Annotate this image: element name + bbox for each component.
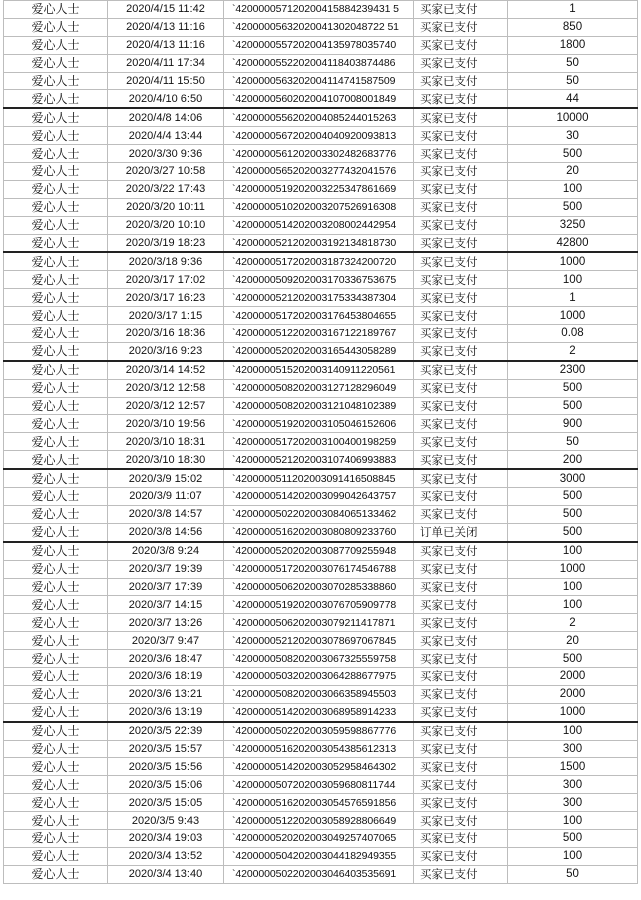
table-row — [4, 234, 638, 252]
order-status-cell: 买家已支付 — [414, 650, 508, 668]
payment-time-cell: 2020/4/13 11:16 — [108, 18, 224, 36]
table-row — [4, 560, 638, 578]
table-row — [4, 127, 638, 145]
order-number-cell: `4200000520202003165443058289 — [224, 342, 414, 360]
order-status-cell: 买家已支付 — [414, 307, 508, 325]
payment-time-cell: 2020/3/12 12:58 — [108, 379, 224, 397]
order-status-cell: 买家已支付 — [414, 163, 508, 181]
table-row — [4, 776, 638, 794]
order-status-cell: 买家已支付 — [414, 667, 508, 685]
table-row — [4, 1, 638, 19]
order-status-cell: 买家已支付 — [414, 542, 508, 560]
payment-time-cell: 2020/3/22 17:43 — [108, 180, 224, 198]
order-status-cell: 买家已支付 — [414, 722, 508, 740]
order-number-cell: `4200000515202003140911220561 — [224, 361, 414, 379]
payment-time-cell: 2020/3/30 9:36 — [108, 145, 224, 163]
payment-time-cell: 2020/3/6 13:21 — [108, 685, 224, 703]
donor-name-cell: 爱心人士 — [4, 379, 108, 397]
table-row — [4, 685, 638, 703]
order-status-cell: 买家已支付 — [414, 289, 508, 307]
table-row — [4, 72, 638, 90]
order-status-cell: 买家已支付 — [414, 758, 508, 776]
donor-name-cell: 爱心人士 — [4, 361, 108, 379]
payment-time-cell: 2020/4/11 15:50 — [108, 72, 224, 90]
table-row — [4, 865, 638, 883]
table-row — [4, 469, 638, 487]
order-status-cell: 买家已支付 — [414, 415, 508, 433]
amount-cell: 100 — [508, 542, 638, 560]
order-status-cell: 买家已支付 — [414, 252, 508, 270]
donor-name-cell: 爱心人士 — [4, 632, 108, 650]
order-status-cell: 买家已支付 — [414, 560, 508, 578]
order-number-cell: `4200000509202003170336753675 — [224, 271, 414, 289]
amount-cell: 2 — [508, 342, 638, 360]
order-number-cell: `4200000563202004114741587509 — [224, 72, 414, 90]
amount-cell: 500 — [508, 523, 638, 541]
order-status-cell: 买家已支付 — [414, 379, 508, 397]
donor-name-cell: 爱心人士 — [4, 271, 108, 289]
table-row — [4, 289, 638, 307]
table-row — [4, 180, 638, 198]
donor-name-cell: 爱心人士 — [4, 578, 108, 596]
order-number-cell: `4200000521202003107406993883 — [224, 451, 414, 469]
amount-cell: 500 — [508, 397, 638, 415]
donor-name-cell: 爱心人士 — [4, 847, 108, 865]
payment-time-cell: 2020/3/4 13:40 — [108, 865, 224, 883]
amount-cell: 300 — [508, 740, 638, 758]
payment-time-cell: 2020/3/7 14:15 — [108, 596, 224, 614]
donor-name-cell: 爱心人士 — [4, 415, 108, 433]
amount-cell: 100 — [508, 847, 638, 865]
payment-time-cell: 2020/3/12 12:57 — [108, 397, 224, 415]
donor-name-cell: 爱心人士 — [4, 234, 108, 252]
payment-time-cell: 2020/4/13 11:16 — [108, 36, 224, 54]
table-row — [4, 198, 638, 216]
amount-cell: 42800 — [508, 234, 638, 252]
table-row — [4, 271, 638, 289]
amount-cell: 100 — [508, 812, 638, 830]
amount-cell: 50 — [508, 54, 638, 72]
order-number-cell: `4200000514202003099042643757 — [224, 488, 414, 506]
payment-time-cell: 2020/3/16 18:36 — [108, 325, 224, 343]
order-status-cell: 买家已支付 — [414, 36, 508, 54]
table-row — [4, 505, 638, 523]
order-number-cell: `4200000520202003087709255948 — [224, 542, 414, 560]
donor-name-cell: 爱心人士 — [4, 614, 108, 632]
payment-time-cell: 2020/3/5 15:57 — [108, 740, 224, 758]
payment-time-cell: 2020/3/5 15:06 — [108, 776, 224, 794]
order-number-cell: `4200000567202004040920093813 — [224, 127, 414, 145]
amount-cell: 200 — [508, 451, 638, 469]
order-status-cell: 买家已支付 — [414, 469, 508, 487]
payment-time-cell: 2020/4/4 13:44 — [108, 127, 224, 145]
order-status-cell: 买家已支付 — [414, 72, 508, 90]
table-row — [4, 397, 638, 415]
payment-time-cell: 2020/3/5 15:56 — [108, 758, 224, 776]
payment-time-cell: 2020/3/8 14:56 — [108, 523, 224, 541]
amount-cell: 500 — [508, 145, 638, 163]
order-status-cell: 买家已支付 — [414, 505, 508, 523]
amount-cell: 500 — [508, 379, 638, 397]
payment-time-cell: 2020/3/10 18:30 — [108, 451, 224, 469]
order-number-cell: `4200000521202003175334387304 — [224, 289, 414, 307]
order-status-cell: 买家已支付 — [414, 145, 508, 163]
order-number-cell: `4200000507202003059680811744 — [224, 776, 414, 794]
donor-name-cell: 爱心人士 — [4, 650, 108, 668]
order-number-cell: `4200000517202003187324200720 — [224, 252, 414, 270]
order-status-cell: 买家已支付 — [414, 740, 508, 758]
order-number-cell: `4200000508202003066358945503 — [224, 685, 414, 703]
amount-cell: 2000 — [508, 667, 638, 685]
table-row — [4, 415, 638, 433]
donation-table-body — [4, 1, 638, 884]
payment-time-cell: 2020/3/4 19:03 — [108, 829, 224, 847]
order-status-cell: 买家已支付 — [414, 794, 508, 812]
order-status-cell: 买家已支付 — [414, 451, 508, 469]
order-number-cell: `4200000506202003079211417871 — [224, 614, 414, 632]
order-status-cell: 买家已支付 — [414, 685, 508, 703]
amount-cell: 50 — [508, 433, 638, 451]
amount-cell: 300 — [508, 794, 638, 812]
order-number-cell: `4200000517202003100400198259 — [224, 433, 414, 451]
order-status-cell: 订单已关闭 — [414, 523, 508, 541]
donor-name-cell: 爱心人士 — [4, 289, 108, 307]
table-row — [4, 632, 638, 650]
donor-name-cell: 爱心人士 — [4, 542, 108, 560]
order-number-cell: `4200000519202003225347861669 — [224, 180, 414, 198]
order-number-cell: `4200000552202004118403874486 — [224, 54, 414, 72]
order-number-cell: `4200000519202003105046152606 — [224, 415, 414, 433]
table-row — [4, 108, 638, 126]
order-number-cell: `4200000565202003277432041576 — [224, 163, 414, 181]
payment-time-cell: 2020/3/7 19:39 — [108, 560, 224, 578]
order-status-cell: 买家已支付 — [414, 1, 508, 19]
amount-cell: 50 — [508, 865, 638, 883]
amount-cell: 20 — [508, 632, 638, 650]
donor-name-cell: 爱心人士 — [4, 216, 108, 234]
donor-name-cell: 爱心人士 — [4, 342, 108, 360]
amount-cell: 500 — [508, 505, 638, 523]
donor-name-cell: 爱心人士 — [4, 451, 108, 469]
payment-time-cell: 2020/3/19 18:23 — [108, 234, 224, 252]
order-number-cell: `4200000506202003070285338860 — [224, 578, 414, 596]
table-row — [4, 740, 638, 758]
table-row — [4, 18, 638, 36]
order-number-cell: `4200000502202003046403535691 — [224, 865, 414, 883]
order-status-cell: 买家已支付 — [414, 847, 508, 865]
order-number-cell: `4200000516202003054576591856 — [224, 794, 414, 812]
order-status-cell: 买家已支付 — [414, 90, 508, 108]
order-status-cell: 买家已支付 — [414, 127, 508, 145]
payment-time-cell: 2020/4/10 6:50 — [108, 90, 224, 108]
order-number-cell: `4200000502202003059598867776 — [224, 722, 414, 740]
amount-cell: 500 — [508, 488, 638, 506]
donor-name-cell: 爱心人士 — [4, 523, 108, 541]
order-number-cell: `4200000516202003054385612313 — [224, 740, 414, 758]
order-number-cell: `4200000556202004085244015263 — [224, 108, 414, 126]
donor-name-cell: 爱心人士 — [4, 72, 108, 90]
order-status-cell: 买家已支付 — [414, 578, 508, 596]
table-row — [4, 307, 638, 325]
donation-table — [3, 0, 638, 884]
order-number-cell: `4200000517202003076174546788 — [224, 560, 414, 578]
order-status-cell: 买家已支付 — [414, 433, 508, 451]
payment-time-cell: 2020/3/6 18:47 — [108, 650, 224, 668]
amount-cell: 10000 — [508, 108, 638, 126]
order-number-cell: `42000005632020041302048722 51 — [224, 18, 414, 36]
order-number-cell: `4200000514202003068958914233 — [224, 703, 414, 721]
table-row — [4, 523, 638, 541]
payment-time-cell: 2020/3/17 1:15 — [108, 307, 224, 325]
amount-cell: 2000 — [508, 685, 638, 703]
order-status-cell: 买家已支付 — [414, 703, 508, 721]
table-row — [4, 252, 638, 270]
amount-cell: 900 — [508, 415, 638, 433]
order-status-cell: 买家已支付 — [414, 632, 508, 650]
order-status-cell: 买家已支付 — [414, 216, 508, 234]
amount-cell: 100 — [508, 180, 638, 198]
table-row — [4, 54, 638, 72]
order-number-cell: `4200000512202003167122189767 — [224, 325, 414, 343]
payment-time-cell: 2020/3/6 18:19 — [108, 667, 224, 685]
order-status-cell: 买家已支付 — [414, 18, 508, 36]
table-row — [4, 325, 638, 343]
amount-cell: 300 — [508, 776, 638, 794]
table-row — [4, 596, 638, 614]
order-number-cell: `4200000502202003084065133462 — [224, 505, 414, 523]
donor-name-cell: 爱心人士 — [4, 758, 108, 776]
donor-name-cell: 爱心人士 — [4, 252, 108, 270]
order-status-cell: 买家已支付 — [414, 865, 508, 883]
donor-name-cell: 爱心人士 — [4, 54, 108, 72]
payment-time-cell: 2020/3/5 22:39 — [108, 722, 224, 740]
donor-name-cell: 爱心人士 — [4, 560, 108, 578]
amount-cell: 1 — [508, 1, 638, 19]
amount-cell: 1000 — [508, 560, 638, 578]
order-number-cell: `4200000517202003176453804655 — [224, 307, 414, 325]
order-number-cell: `4200000519202003076705909778 — [224, 596, 414, 614]
table-row — [4, 163, 638, 181]
donor-name-cell: 爱心人士 — [4, 1, 108, 19]
payment-time-cell: 2020/3/16 9:23 — [108, 342, 224, 360]
order-status-cell: 买家已支付 — [414, 812, 508, 830]
payment-time-cell: 2020/4/15 11:42 — [108, 1, 224, 19]
table-row — [4, 758, 638, 776]
order-number-cell: `4200000504202003044182949355 — [224, 847, 414, 865]
table-row — [4, 488, 638, 506]
order-status-cell: 买家已支付 — [414, 829, 508, 847]
donor-name-cell: 爱心人士 — [4, 108, 108, 126]
table-row — [4, 614, 638, 632]
table-row — [4, 667, 638, 685]
donor-name-cell: 爱心人士 — [4, 488, 108, 506]
donor-name-cell: 爱心人士 — [4, 740, 108, 758]
table-row — [4, 36, 638, 54]
table-row — [4, 829, 638, 847]
donor-name-cell: 爱心人士 — [4, 812, 108, 830]
order-status-cell: 买家已支付 — [414, 776, 508, 794]
order-number-cell: `4200000514202003052958464302 — [224, 758, 414, 776]
donor-name-cell: 爱心人士 — [4, 469, 108, 487]
order-number-cell: `4200000512202003058928806649 — [224, 812, 414, 830]
donor-name-cell: 爱心人士 — [4, 145, 108, 163]
amount-cell: 0.08 — [508, 325, 638, 343]
order-number-cell: `4200000508202003067325559758 — [224, 650, 414, 668]
donor-name-cell: 爱心人士 — [4, 325, 108, 343]
order-number-cell: `4200000561202003302482683776 — [224, 145, 414, 163]
order-status-cell: 买家已支付 — [414, 361, 508, 379]
payment-time-cell: 2020/3/5 15:05 — [108, 794, 224, 812]
amount-cell: 1500 — [508, 758, 638, 776]
order-number-cell: `4200000520202003049257407065 — [224, 829, 414, 847]
amount-cell: 100 — [508, 596, 638, 614]
order-number-cell: `4200000511202003091416508845 — [224, 469, 414, 487]
order-status-cell: 买家已支付 — [414, 614, 508, 632]
order-number-cell: `4200000514202003208002442954 — [224, 216, 414, 234]
donor-name-cell: 爱心人士 — [4, 794, 108, 812]
amount-cell: 100 — [508, 722, 638, 740]
order-number-cell: `4200000560202004107008001849 — [224, 90, 414, 108]
order-status-cell: 买家已支付 — [414, 397, 508, 415]
payment-time-cell: 2020/3/20 10:10 — [108, 216, 224, 234]
table-row — [4, 650, 638, 668]
payment-time-cell: 2020/3/17 16:23 — [108, 289, 224, 307]
donor-name-cell: 爱心人士 — [4, 776, 108, 794]
amount-cell: 1800 — [508, 36, 638, 54]
amount-cell: 500 — [508, 829, 638, 847]
payment-time-cell: 2020/3/27 10:58 — [108, 163, 224, 181]
order-number-cell: `420000057120200415884239431 5 — [224, 1, 414, 19]
amount-cell: 100 — [508, 578, 638, 596]
payment-time-cell: 2020/3/8 9:24 — [108, 542, 224, 560]
order-status-cell: 买家已支付 — [414, 234, 508, 252]
amount-cell: 50 — [508, 72, 638, 90]
order-status-cell: 买家已支付 — [414, 596, 508, 614]
order-status-cell: 买家已支付 — [414, 54, 508, 72]
donor-name-cell: 爱心人士 — [4, 865, 108, 883]
amount-cell: 1000 — [508, 703, 638, 721]
table-row — [4, 361, 638, 379]
donor-name-cell: 爱心人士 — [4, 685, 108, 703]
amount-cell: 500 — [508, 650, 638, 668]
order-number-cell: `4200000557202004135978035740 — [224, 36, 414, 54]
donor-name-cell: 爱心人士 — [4, 397, 108, 415]
donor-name-cell: 爱心人士 — [4, 90, 108, 108]
table-row — [4, 433, 638, 451]
amount-cell: 100 — [508, 271, 638, 289]
payment-time-cell: 2020/3/10 18:31 — [108, 433, 224, 451]
payment-time-cell: 2020/3/18 9:36 — [108, 252, 224, 270]
amount-cell: 1 — [508, 289, 638, 307]
donor-name-cell: 爱心人士 — [4, 180, 108, 198]
donor-name-cell: 爱心人士 — [4, 703, 108, 721]
donor-name-cell: 爱心人士 — [4, 505, 108, 523]
payment-time-cell: 2020/3/6 13:19 — [108, 703, 224, 721]
table-row — [4, 216, 638, 234]
order-status-cell: 买家已支付 — [414, 488, 508, 506]
amount-cell: 850 — [508, 18, 638, 36]
payment-time-cell: 2020/3/20 10:11 — [108, 198, 224, 216]
donor-name-cell: 爱心人士 — [4, 829, 108, 847]
order-number-cell: `4200000521202003078697067845 — [224, 632, 414, 650]
table-row — [4, 379, 638, 397]
order-status-cell: 买家已支付 — [414, 325, 508, 343]
table-row — [4, 342, 638, 360]
payment-time-cell: 2020/3/8 14:57 — [108, 505, 224, 523]
payment-time-cell: 2020/3/4 13:52 — [108, 847, 224, 865]
table-row — [4, 794, 638, 812]
table-row — [4, 722, 638, 740]
table-row — [4, 451, 638, 469]
payment-time-cell: 2020/3/5 9:43 — [108, 812, 224, 830]
donor-name-cell: 爱心人士 — [4, 667, 108, 685]
donor-name-cell: 爱心人士 — [4, 596, 108, 614]
order-status-cell: 买家已支付 — [414, 271, 508, 289]
payment-time-cell: 2020/4/8 14:06 — [108, 108, 224, 126]
table-row — [4, 703, 638, 721]
payment-time-cell: 2020/3/9 11:07 — [108, 488, 224, 506]
order-number-cell: `4200000521202003192134818730 — [224, 234, 414, 252]
payment-time-cell: 2020/3/7 9:47 — [108, 632, 224, 650]
amount-cell: 30 — [508, 127, 638, 145]
amount-cell: 3250 — [508, 216, 638, 234]
payment-time-cell: 2020/4/11 17:34 — [108, 54, 224, 72]
payment-time-cell: 2020/3/17 17:02 — [108, 271, 224, 289]
amount-cell: 1000 — [508, 252, 638, 270]
payment-time-cell: 2020/3/14 14:52 — [108, 361, 224, 379]
table-row — [4, 90, 638, 108]
order-number-cell: `4200000516202003080809233760 — [224, 523, 414, 541]
table-row — [4, 542, 638, 560]
order-status-cell: 买家已支付 — [414, 198, 508, 216]
donor-name-cell: 爱心人士 — [4, 198, 108, 216]
table-row — [4, 812, 638, 830]
table-row — [4, 145, 638, 163]
payment-time-cell: 2020/3/10 19:56 — [108, 415, 224, 433]
amount-cell: 1000 — [508, 307, 638, 325]
table-row — [4, 578, 638, 596]
amount-cell: 2 — [508, 614, 638, 632]
donor-name-cell: 爱心人士 — [4, 36, 108, 54]
order-number-cell: `4200000503202003064288677975 — [224, 667, 414, 685]
payment-time-cell: 2020/3/7 13:26 — [108, 614, 224, 632]
amount-cell: 3000 — [508, 469, 638, 487]
donor-name-cell: 爱心人士 — [4, 163, 108, 181]
donor-name-cell: 爱心人士 — [4, 722, 108, 740]
amount-cell: 44 — [508, 90, 638, 108]
order-status-cell: 买家已支付 — [414, 180, 508, 198]
table-row — [4, 847, 638, 865]
order-number-cell: `4200000508202003121048102389 — [224, 397, 414, 415]
donor-name-cell: 爱心人士 — [4, 18, 108, 36]
donor-name-cell: 爱心人士 — [4, 127, 108, 145]
order-status-cell: 买家已支付 — [414, 108, 508, 126]
order-number-cell: `4200000510202003207526916308 — [224, 198, 414, 216]
order-status-cell: 买家已支付 — [414, 342, 508, 360]
donor-name-cell: 爱心人士 — [4, 433, 108, 451]
payment-time-cell: 2020/3/9 15:02 — [108, 469, 224, 487]
amount-cell: 2300 — [508, 361, 638, 379]
amount-cell: 500 — [508, 198, 638, 216]
order-number-cell: `4200000508202003127128296049 — [224, 379, 414, 397]
donor-name-cell: 爱心人士 — [4, 307, 108, 325]
payment-time-cell: 2020/3/7 17:39 — [108, 578, 224, 596]
amount-cell: 20 — [508, 163, 638, 181]
